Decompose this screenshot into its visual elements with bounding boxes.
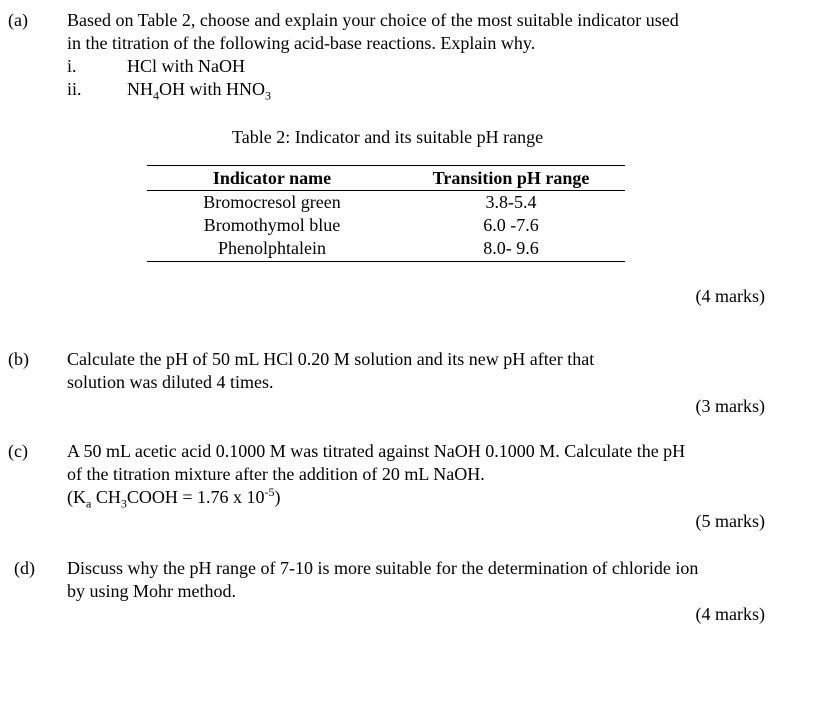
question-a-item-i-number: i.: [67, 56, 77, 76]
question-c-line-2: of the titration mixture after the addition of 20 mL NaOH.: [67, 464, 485, 484]
question-a-label: (a): [8, 10, 28, 30]
question-a-line-2: in the titration of the following acid-base reactions. Explain why.: [67, 33, 536, 53]
question-d-line-2: by using Mohr method.: [67, 581, 236, 601]
table-cell-range: 3.8-5.4: [485, 192, 537, 212]
question-a-line-1: Based on Table 2, choose and explain your choice of the most suitable indicator used: [67, 10, 679, 30]
question-a-item-i-text: HCl with NaOH: [127, 56, 245, 76]
question-a-item-ii-text: $NH_4OH$ with $HNO_3$: [127, 79, 271, 103]
question-b-line-2: solution was diluted 4 times.: [67, 372, 274, 392]
question-b-label: (b): [8, 349, 29, 369]
table-row: [147, 237, 625, 262]
table-cell-indicator: Bromothymol blue: [203, 215, 341, 235]
question-c-label: (c): [8, 441, 28, 461]
table-cell-range: 6.0 -7.6: [483, 215, 539, 235]
table-cell-indicator: Phenolphtalein: [147, 237, 397, 262]
question-b-line-1: Calculate the pH of 50 mL HCl 0.20 M solution and its new pH after that: [67, 349, 595, 369]
table-caption: Table 2: Indicator and its suitable pH range: [232, 127, 544, 147]
table-row: [147, 214, 625, 237]
table-row: [147, 191, 625, 215]
table-cell-range: 8.0- 9.6: [397, 237, 625, 262]
question-c-ka-value: ($K_a$ $CH_3COOH = 1.76$ x $10^{-5}$): [67, 485, 281, 511]
question-d-marks: (4 marks): [695, 604, 765, 624]
question-a-item-ii-number: ii.: [67, 79, 82, 99]
indicator-table: [147, 165, 625, 262]
table-cell-indicator: Bromocresol green: [203, 192, 341, 212]
question-d-label: (d): [14, 558, 35, 578]
question-c-marks: (5 marks): [695, 511, 765, 531]
question-c-line-1: A 50 mL acetic acid 0.1000 M was titrated against NaOH 0.1000 M. Calculate the pH: [67, 441, 686, 461]
question-b-marks: (3 marks): [695, 396, 765, 416]
question-d-line-1: Discuss why the pH range of 7-10 is more suitable for the determination of chloride ion: [67, 558, 699, 578]
question-a-marks: (4 marks): [695, 286, 765, 306]
table-header-ph-range: Transition pH range: [397, 166, 625, 191]
table-header-indicator: Indicator name: [147, 166, 397, 191]
table-header-row: [147, 166, 625, 191]
